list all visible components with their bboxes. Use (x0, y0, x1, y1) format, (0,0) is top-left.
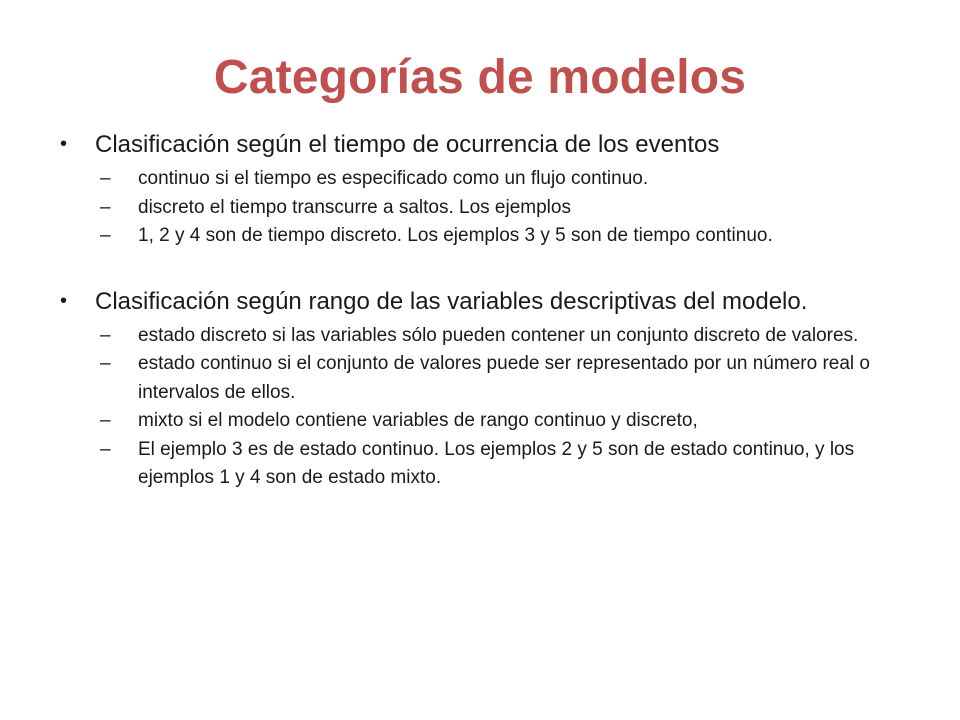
sub-item-text: estado discreto si las variables sólo pueden contener un conjunto discreto de valores. (138, 324, 859, 346)
dash-icon: – (100, 438, 111, 460)
bullet-icon: • (60, 133, 68, 155)
dash-icon: – (100, 324, 111, 346)
sub-item (60, 222, 910, 251)
sub-item-text: discreto el tiempo transcurre a saltos. Los ejemplos (138, 196, 571, 218)
dash-icon: – (100, 196, 111, 218)
bullet-item (60, 285, 910, 318)
bullet-heading: Clasificación según el tiempo de ocurrencia de los eventos (95, 131, 720, 158)
bullet-icon: • (60, 289, 68, 312)
bullet-heading: Clasificación según rango de las variables descriptivas del modelo. (95, 287, 808, 315)
sub-item (60, 407, 910, 436)
sub-item-text: 1, 2 y 4 son de tiempo discreto. Los ejemplos 3 y 5 son de tiempo continuo. (138, 225, 773, 246)
sub-item (60, 322, 910, 351)
sub-item-text: estado continuo si el conjunto de valores puede ser representado por un número real o intervalos de ellos. (138, 353, 870, 403)
section-spacer (60, 251, 910, 285)
bullet-section-range (60, 285, 910, 493)
dash-icon: – (100, 353, 111, 374)
bullet-item (60, 128, 910, 161)
sub-item (60, 194, 910, 223)
sub-item-text: mixto si el modelo contiene variables de rango continuo y discreto, (138, 410, 698, 431)
dash-icon: – (100, 410, 111, 431)
sub-item (60, 350, 910, 407)
sub-list (60, 322, 910, 493)
slide-title: Categorías de modelos (213, 51, 747, 104)
sub-item-text: continuo si el tiempo es especificado como un flujo continuo. (138, 168, 649, 189)
sub-item (60, 436, 910, 493)
sub-item-text: El ejemplo 3 es de estado continuo. Los ejemplos 2 y 5 son de estado continuo, y los ejemplos 1 y 4 son de estado mixto. (138, 438, 855, 488)
sub-item (60, 165, 910, 194)
slide-content (60, 128, 910, 493)
bullet-section-time (60, 128, 910, 251)
sub-list (60, 165, 910, 251)
dash-icon: – (100, 168, 111, 189)
dash-icon: – (100, 225, 111, 246)
